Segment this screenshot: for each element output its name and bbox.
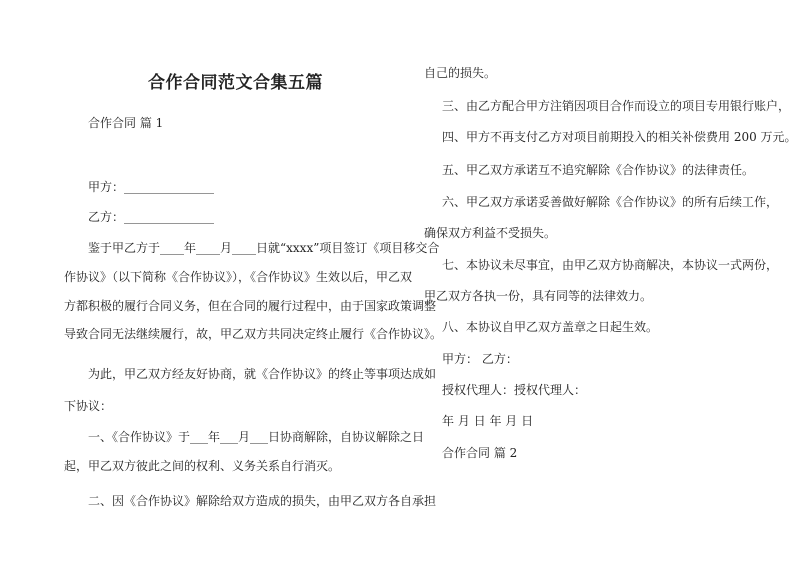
paragraph-line: 八、本协议自甲乙双方盖章之日起生效。 [442,320,659,334]
paragraph-line: 自己的损失。 [424,66,497,80]
paragraph-line: 二、因《合作协议》解除给双方造成的损失，由甲乙双方各自承担 [88,494,437,508]
paragraph-line: 三、由乙方配合甲方注销因项目合作而设立的项目专用银行账户， [442,99,791,113]
party-a-line: 甲方：_______________ [88,180,215,194]
section-heading: 合作合同 篇 2 [442,446,518,460]
paragraph-line: 鉴于甲乙方于____年____月____日就“xxxx”项目签订《项目移交合 [88,241,440,255]
paragraph-line: 一、《合作协议》于___年___月___日协商解除，自协议解除之日 [88,430,425,444]
paragraph-line: 甲乙双方各执一份，具有同等的法律效力。 [424,289,653,303]
paragraph-line: 方都积极的履行合同义务，但在合同的履行过程中，由于国家政策调整 [64,299,437,313]
paragraph-line: 四、甲方不再支付乙方对项目前期投入的相关补偿费用 200 万元。 [442,130,797,144]
section-heading: 合作合同 篇 1 [88,116,164,130]
document-title: 合作合同范文合集五篇 [148,73,323,93]
paragraph-line: 确保双方利益不受损失。 [424,226,557,240]
signature-parties-line: 甲方： 乙方： [442,352,518,366]
paragraph-line: 七、本协议未尽事宜，由甲乙双方协商解决，本协议一式两份， [442,258,779,272]
paragraph-line: 导致合同无法继续履行，故，甲乙双方共同决定终止履行《合作协议》。 [64,327,443,341]
paragraph-line: 起，甲乙双方彼此之间的权利、义务关系自行消灭。 [64,459,341,473]
date-line: 年 月 日 年 月 日 [442,414,534,428]
party-b-line: 乙方：_______________ [88,210,215,224]
paragraph-line: 作协议》（以下简称《合作协议》），《合作协议》生效以后，甲乙双 [64,270,413,284]
authorized-agent-line: 授权代理人：授权代理人： [442,383,587,397]
paragraph-line: 下协议： [64,399,113,413]
paragraph-line: 为此，甲乙双方经友好协商，就《合作协议》的终止等事项达成如 [88,367,437,381]
paragraph-line: 五、甲乙双方承诺互不追究解除《合作协议》的法律责任。 [442,163,755,177]
paragraph-line: 六、甲乙双方承诺妥善做好解除《合作协议》的所有后续工作， [442,195,779,209]
